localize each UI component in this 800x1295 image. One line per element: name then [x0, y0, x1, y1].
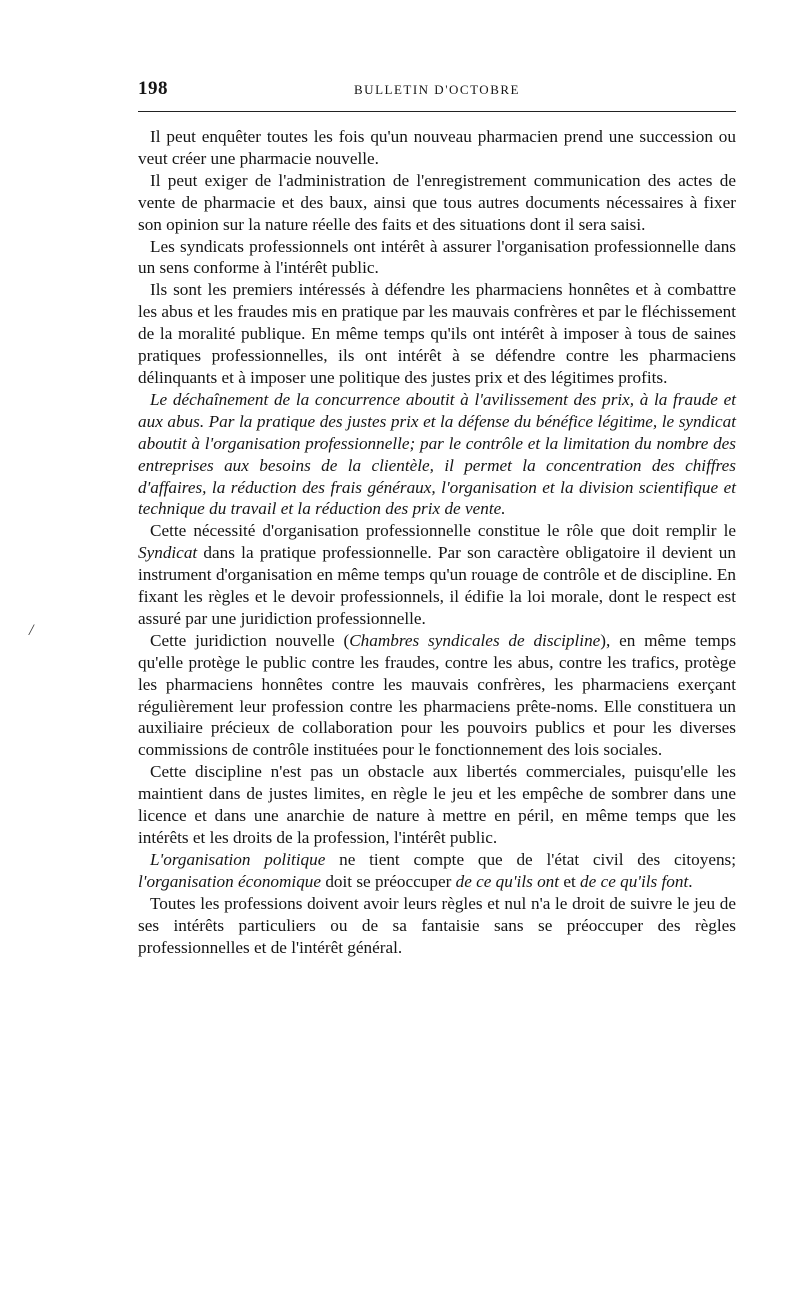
- paragraph-7-text-b: ), en même temps qu'elle protège le public contre les fraudes, contre les abus, contre les trafics, protège les pharmaciens honnêtes contre les mauvais confrères, les pharmaciens exerçant régulièrement leur profession contre les pharmaciens prête-noms. Elle constituera un auxiliaire précieux de collaboration pour les pouvoirs publics et pour les diverses commissions de contrôle instituées pour le fonctionnement des lois sociales.: [138, 630, 737, 760]
- paragraph-7-text-a: Cette juridiction nouvelle (: [150, 630, 350, 650]
- paragraph-9-emphasis-4: de ce qu'ils font: [580, 871, 689, 891]
- margin-mark: /: [29, 622, 34, 639]
- paragraph-2: Il peut exiger de l'administration de l'enregistrement communication des actes de vente de pharmacie et des baux, ainsi que tous autres documents nécessaires à fixer son opinion sur la nature réelle des faits et des situations dont il sera saisi.: [138, 170, 736, 234]
- paragraph-3: Les syndicats professionnels ont intérêt à assurer l'organisation professionnelle dans un sens conforme à l'intérêt public.: [138, 236, 736, 278]
- paragraph-7-emphasis: Chambres syndicales de discipline: [349, 630, 601, 650]
- paragraph-9-text-4: .: [688, 871, 693, 891]
- paragraph-9-text-1: ne tient compte que de l'état civil des citoyens;: [325, 849, 737, 869]
- paragraph-9: [138, 849, 736, 893]
- paragraph-6-text-a: Cette nécessité d'organisation professionnelle constitue le rôle que doit remplir le: [150, 521, 736, 541]
- paragraph-9-emphasis-2: l'organisation économique: [138, 871, 322, 891]
- paragraph-6-emphasis: Syndicat: [138, 543, 198, 563]
- body-text: [138, 126, 736, 958]
- page-number: 198: [138, 78, 168, 99]
- paragraph-6-text-b: dans la pratique professionnelle. Par son caractère obligatoire il devient un instrument d'organisation en même temps qu'un rouage de contrôle et de discipline. En fixant les règles et le devoir professionnels, il édifie la loi morale, dont le respect est assuré par une juridiction professionnelle.: [138, 543, 736, 628]
- paragraph-7: [138, 630, 736, 761]
- paragraph-9-text-2: doit se préoccuper: [321, 871, 456, 891]
- paragraph-9-emphasis-1: L'organisation politique: [150, 849, 326, 869]
- running-head: [138, 78, 736, 100]
- header-rule: [138, 111, 736, 112]
- paragraph-8: Cette discipline n'est pas un obstacle aux libertés commerciales, puisqu'elle les maintient dans de justes limites, en règle le jeu et les empêche de sombrer dans une licence et dans une anarchie de nature à mettre en péril, en même temps que les intérêts et les droits de la profession, l'intérêt public.: [138, 762, 736, 847]
- paragraph-1: Il peut enquêter toutes les fois qu'un nouveau pharmacien prend une succession ou veut créer une pharmacie nouvelle.: [138, 127, 736, 168]
- paragraph-9-text-3: et: [559, 871, 581, 891]
- paragraph-9-emphasis-3: de ce qu'ils ont: [455, 871, 560, 891]
- paragraph-6: [138, 520, 736, 630]
- running-title: BULLETIN D'OCTOBRE: [354, 82, 520, 97]
- paragraph-4: Ils sont les premiers intéressés à défendre les pharmaciens honnêtes et à combattre les abus et les fraudes mis en pratique par les mauvais confrères et par le fléchissement de la moralité publique. En même temps qu'ils ont intérêt à imposer à tous de saines pratiques professionnelles, ils ont intérêt à se défendre contre les pharmaciens délinquants et à imposer une politique des justes prix et des légitimes profits.: [138, 280, 736, 387]
- paragraph-10: Toutes les professions doivent avoir leurs règles et nul n'a le droit de suivre le jeu de ses intérêts particuliers ou de sa fantaisie sans se préoccuper des règles professionnelles et de l'intérêt général.: [138, 893, 736, 957]
- paragraph-5-italic: Le déchaînement de la concurrence aboutit à l'avilissement des prix, à la fraude et aux abus. Par la pratique des justes prix et la défense du bénéfice légitime, le syndicat aboutit à l'organisation professionnelle; par le contrôle et la limitation du nombre des entreprises aux besoins de la clientèle, il permet la concentration des chiffres d'affaires, la réduction des frais généraux, l'organisation et la division scientifique et technique du travail et la réduction des prix de vente.: [138, 389, 736, 519]
